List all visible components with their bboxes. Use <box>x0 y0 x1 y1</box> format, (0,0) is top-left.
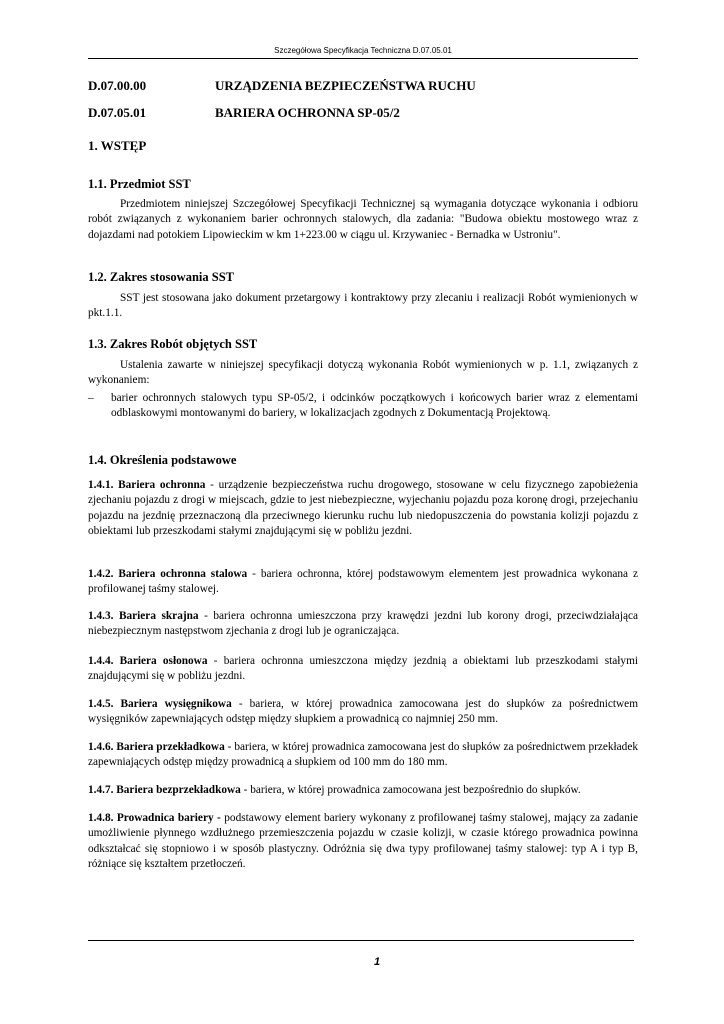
definition <box>88 697 638 728</box>
subsection-heading: 1.3. Zakres Robót objętych SST <box>88 337 258 351</box>
definition-text: - bariera ochronna, której podstawowym elementem jest prowadnica wykonana z profilowanej taśmy stalowej. <box>88 568 639 596</box>
spec-code: D.07.05.01 <box>88 105 147 120</box>
definition <box>88 654 638 685</box>
subsection-heading: 1.2. Zakres stosowania SST <box>88 270 234 284</box>
definition-term: 1.4.3. Bariera skrajna <box>88 610 199 622</box>
definition-term: 1.4.8. Prowadnica bariery - <box>88 812 221 824</box>
running-header: Szczegółowa Specyfikacja Techniczna D.07.05.01 <box>274 46 452 55</box>
definition <box>88 478 638 540</box>
definition <box>88 783 638 798</box>
bullet-dash: – <box>88 392 94 404</box>
definition-text: - bariera ochronna umieszczona przy krawędzi jezdni lub korony drogi, przeciwdziałająca niebezpiecznym następstwom zjechania z drogi lub je ograniczająca. <box>88 610 638 638</box>
spec-title: BARIERA OCHRONNA SP-05/2 <box>215 105 400 120</box>
spec-title: URZĄDZENIA BEZPIECZEŃSTWA RUCHU <box>215 78 476 93</box>
definition-text: podstawowy element bariery wykonany z profilowanej taśmy stalowej, mający za zadanie umożliwienie płynnego wzdłużnego przemieszczenia pojazdu w czasie kolizji, w czasie którego prowadnica powinna odkształcać się stopniowo i w sposób plastyczny. Odróżnia się dwa typy profilowanej taśmy stalowej: typ A i typ B, różniące się kształtem przetłoczeń. <box>88 812 638 871</box>
definition-term: 1.4.6. Bariera przekładkowa <box>88 741 225 753</box>
subsection-heading: 1.1. Przedmiot SST <box>88 177 191 191</box>
footer-divider <box>88 940 634 941</box>
section-heading: 1. WSTĘP <box>88 138 147 153</box>
definition-text: - bariera, w której prowadnica zamocowana jest do słupków za pośrednictwem wysięgników zapewniających odstęp między słupkiem a prowadnicą co najmniej 250 mm. <box>88 698 638 726</box>
definition-text: - bariera, w której prowadnica zamocowana jest bezpośrednio do słupków. <box>240 784 581 796</box>
bullet-item <box>88 391 638 422</box>
definition <box>88 740 638 771</box>
definition-text: - bariera, w której prowadnica zamocowana jest do słupków za pośrednictwem przekładek zapewniających odstęp między prowadnicą a słupkiem od 100 mm do 180 mm. <box>88 741 638 769</box>
definition-text: - bariera ochronna umieszczona między jezdnią a obiektami lub przeszkodami stałymi znajdującymi się w pobliżu jezdni. <box>88 655 638 683</box>
definition-term: 1.4.7. Bariera bezprzekładkowa <box>88 784 241 796</box>
definition <box>88 811 638 873</box>
paragraph: Przedmiotem niniejszej Szczegółowej Specyfikacji Technicznej są wymagania dotyczące wykonania i odbioru robót związanych z wykonaniem barier ochronnych stalowych, dla zadania: "Budowa obiektu mostowego wraz z dojazdami nad potokiem Lipowieckim w km 1+223.00 w ciągu ul. Krzywaniec - Bernadka w Ustroniu". <box>88 198 638 241</box>
subsection-heading: 1.4. Określenia podstawowe <box>88 453 237 467</box>
paragraph: SST jest stosowana jako dokument przetargowy i kontraktowy przy zlecaniu i realizacji Robót wymienionych w pkt.1.1. <box>88 292 638 320</box>
bullet-text: barier ochronnych stalowych typu SP-05/2, i odcinków początkowych i końcowych barier wraz z elementami odblaskowymi montowanymi do bariery, w lokalizacjach zgodnych z Dokumentacją Projektową. <box>111 392 638 420</box>
paragraph: Ustalenia zawarte w niniejszej specyfikacji dotyczą wykonania Robót wymienionych w p. 1.1, związanych z wykonaniem: <box>88 359 638 387</box>
definition-term: 1.4.2. Bariera ochronna stalowa <box>88 568 248 580</box>
definition-term: 1.4.1. Bariera ochronna <box>88 479 206 491</box>
definition <box>88 567 638 598</box>
spec-code: D.07.00.00 <box>88 78 147 93</box>
definition-text: - urządzenie bezpieczeństwa ruchu drogowego, stosowane w celu fizycznego zapobieżenia zjechaniu pojazdu z drogi w miejscach, gdzie to jest niebezpieczne, wyjechaniu pojazdu poza koronę drogi, przejechaniu pojazdu na jezdnię przeznaczoną dla przeciwnego kierunku ruchu lub niedopuszczenia do powstania kolizji pojazdu z obiektami lub przeszkodami stałymi znajdującymi się w pobliżu jezdni. <box>88 479 638 538</box>
header-divider <box>88 58 638 59</box>
definition <box>88 609 638 640</box>
page-number: 1 <box>373 956 381 968</box>
definition-term: 1.4.5. Bariera wysięgnikowa <box>88 698 232 710</box>
definition-term: 1.4.4. Bariera osłonowa <box>88 655 208 667</box>
